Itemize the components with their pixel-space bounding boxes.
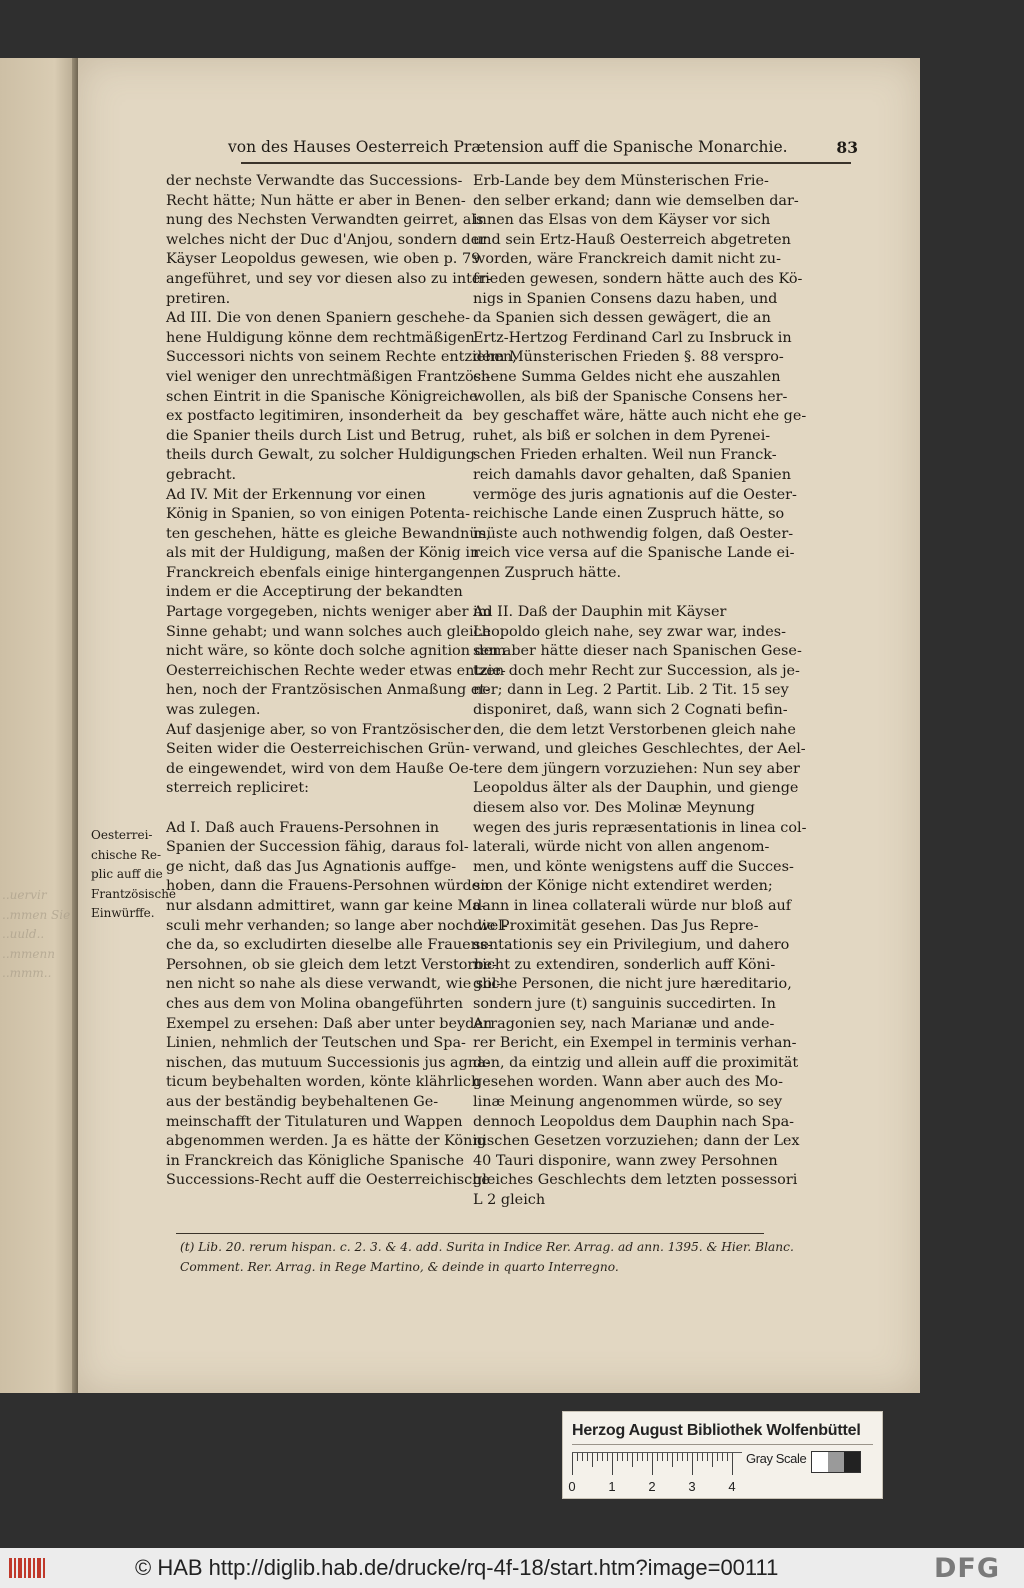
text-line: angeführet, und sey vor diesen also zu inter- (166, 270, 493, 287)
text-line: ex postfacto legitimiren, insonderheit da (166, 408, 463, 425)
text-line: L 2 gleich (473, 1191, 546, 1208)
text-line: Successori nichts von seinem Rechte entziehen, (166, 349, 517, 366)
text-line: nicht zu extendiren, sonderlich auff Köni- (473, 956, 776, 973)
text-line: meinschafft der Titulaturen und Wappen (166, 1113, 463, 1130)
text-line: reichische Lande einen Zuspruch hätte, so (473, 506, 785, 523)
ruler-tick (602, 1453, 603, 1461)
text-line: nung des Nechsten Verwandten geirret, als (166, 212, 484, 229)
text-line: ner; dann in Leg. 2 Partit. Lib. 2 Tit. 15 sey (473, 682, 789, 699)
text-line: sculi mehr verhanden; so lange aber noch wel- (166, 917, 508, 934)
text-line: hene Huldigung könne dem rechtmäßigen (166, 329, 475, 346)
text-line: dem Münsterischen Frieden §. 88 verspro- (473, 349, 784, 366)
text-line: che da, so excludirten dieselbe alle Frauens- (166, 937, 493, 954)
text-line: ticum beybehalten worden, könte klährlich (166, 1074, 481, 1091)
ruler-tick (607, 1453, 608, 1461)
ruler-tick (727, 1453, 728, 1461)
ruler-tick (637, 1453, 638, 1461)
text-line: chene Summa Geldes nicht ehe auszahlen (473, 368, 781, 385)
text-line: frieden gewesen, sondern hätte auch des Kö- (473, 270, 803, 287)
text-line: Recht hätte; Nun hätte er aber in Benen- (166, 192, 466, 209)
text-line: gliche Personen, die nicht jure hæreditario, (473, 976, 792, 993)
bleed-line: ..mmm.. (2, 966, 52, 981)
text-line: innen das Elsas von dem Käyser vor sich (473, 212, 771, 229)
text-line: Oesterreichischen Rechte weder etwas entzie- (166, 662, 506, 679)
margin-note-line: Oesterrei- (91, 828, 153, 842)
text-line: wegen des juris repræsentationis in linea col- (473, 819, 807, 836)
ruler-tick (597, 1453, 598, 1461)
text-line: 40 Tauri disponire, wann zwey Persohnen (473, 1152, 778, 1169)
ruler-tick (647, 1453, 648, 1461)
library-color-card (562, 1411, 883, 1499)
ruler-tick (707, 1453, 708, 1461)
ruler-tick (587, 1453, 588, 1461)
ruler-tick (582, 1453, 583, 1461)
left-page-bleed-text (2, 886, 72, 984)
text-line: rer Bericht, ein Exempel in terminis verhan- (473, 1035, 797, 1052)
left-text-column (166, 172, 517, 1191)
text-line: der nechste Verwandte das Successions- (166, 173, 463, 189)
page-number: 83 (836, 138, 858, 157)
text-line: sen aber hätte dieser nach Spanischen Gese- (473, 643, 802, 660)
card-separator (572, 1444, 873, 1445)
margin-note-line: plic auff die (91, 867, 163, 882)
text-line: nicht wäre, so könte doch solche agnition dem (166, 643, 506, 660)
ruler-tick (612, 1453, 613, 1475)
ruler-tick (642, 1453, 643, 1461)
text-line: Arragonien sey, nach Marianæ und ande- (473, 1015, 775, 1032)
text-line: sondern jure (t) sanguinis succedirten. In (473, 995, 776, 1012)
ruler-tick (697, 1453, 698, 1461)
hab-barcode-logo-icon (7, 1555, 47, 1581)
text-line: Ertz-Hertzog Ferdinand Carl zu Insbruck in (473, 329, 792, 346)
footnote-line: Comment. Rer. Arrag. in Rege Martino, & deinde in quarto Interregno. (180, 1259, 619, 1274)
margin-note (91, 828, 177, 926)
text-line (473, 583, 765, 603)
bleed-line: ..uervir (2, 888, 47, 902)
text-line: hen, noch der Frantzösischen Anmaßung et- (166, 682, 491, 699)
footnotes (180, 1238, 852, 1277)
text-line: nischen Gesetzen vorzuziehen; dann der Lex (473, 1133, 800, 1150)
text-line: und sein Ertz-Hauß Oesterreich abgetreten (473, 231, 791, 248)
text-line: Leopoldus älter als der Dauphin, und gienge (473, 780, 799, 797)
text-line: sion der Könige nicht extendiret werden; (473, 878, 773, 895)
text-line: Persohnen, ob sie gleich dem letzt Verstorbe- (166, 956, 497, 973)
text-line: theils durch Gewalt, zu solcher Huldigung (166, 447, 476, 464)
text-line: den, da eintzig und allein auff die proximität (473, 1054, 799, 1071)
text-line: Successions-Recht auff die Oesterreichische (166, 1172, 490, 1189)
text-line: nur alsdann admittiret, wann gar keine Ma- (166, 897, 486, 914)
bleed-line: ..mmen Sie (2, 907, 71, 922)
text-line: viel weniger den unrechtmäßigen Frantzösi- (166, 368, 491, 385)
running-head-title: von des Hauses Oesterreich Prætension auff die Spanische Monarchie. (228, 138, 788, 156)
text-line: nigs in Spanien Consens dazu haben, und (473, 290, 778, 307)
text-line: welches nicht der Duc d'Anjou, sondern der (166, 231, 487, 248)
text-line: pretiren. (166, 290, 231, 307)
text-line: Ad II. Daß der Dauphin mit Käyser (473, 604, 727, 621)
left-page-edge (0, 58, 78, 1393)
text-line: diesem also vor. Des Molinæ Meynung (473, 800, 755, 816)
text-line: Auf dasjenige aber, so von Frantzösischer (166, 721, 471, 738)
ruler-tick (652, 1453, 653, 1475)
text-line: linæ Meinung angenommen würde, so sey (473, 1093, 783, 1110)
text-line: Ad III. Die von denen Spaniern geschehe- (166, 310, 470, 327)
ruler-number: 2 (648, 1479, 656, 1494)
ruler-number: 4 (728, 1479, 736, 1494)
ruler-tick (732, 1453, 733, 1475)
text-line: als mit der Huldigung, maßen der König in (166, 545, 480, 562)
text-line: ge nicht, daß das Jus Agnationis auffge- (166, 858, 457, 875)
ruler-tick (677, 1453, 678, 1461)
library-name: Herzog August Bibliothek Wolfenbüttel (572, 1422, 861, 1439)
text-line: den, die dem letzt Verstorbenen gleich nahe (473, 721, 796, 738)
margin-note-line: Einwürffe. (91, 906, 155, 921)
text-line: Erb-Lande bey dem Münsterischen Frie- (473, 173, 769, 189)
text-line: tzen doch mehr Recht zur Succession, als je- (473, 662, 800, 679)
bleed-line: ..uuld.. (2, 927, 45, 942)
text-line: Sinne gehabt; und wann solches auch gleich (166, 623, 491, 640)
book-page (78, 58, 920, 1393)
text-line: Leopoldo gleich nahe, sey zwar war, indes- (473, 623, 787, 640)
text-line: Ad I. Daß auch Frauens-Persohnen in (166, 819, 440, 836)
ruler-tick (682, 1453, 683, 1461)
text-line: vermöge des juris agnationis auf die Oester- (473, 486, 797, 503)
text-line: abgenommen werden. Ja es hätte der König (166, 1133, 487, 1150)
text-line: wollen, als biß der Spanische Consens her- (473, 388, 788, 405)
text-line: ches aus dem von Molina obangeführten (166, 995, 463, 1012)
text-line (166, 799, 458, 819)
ruler-tick (712, 1453, 713, 1467)
text-line: schen Eintrit in die Spanische Königreiche (166, 388, 478, 405)
text-line: schen Frieden erhalten. Weil nun Franck- (473, 447, 777, 464)
text-line: in Franckreich das Königliche Spanische (166, 1152, 465, 1169)
ruler-tick (577, 1453, 578, 1461)
ruler-number: 1 (608, 1479, 616, 1494)
gray-swatch (828, 1452, 844, 1472)
ruler-tick (627, 1453, 628, 1461)
margin-note-line: Frantzösische (91, 886, 177, 901)
text-line: de eingewendet, wird von dem Hauße Oe- (166, 760, 474, 777)
text-line: gesehen worden. Wann aber auch des Mo- (473, 1074, 783, 1091)
ruler-tick (692, 1453, 693, 1475)
text-line: sterreich repliciret: (166, 780, 309, 797)
ruler-tick (717, 1453, 718, 1461)
text-line: müste auch nothwendig folgen, daß Oester- (473, 525, 794, 542)
ruler-tick (632, 1453, 633, 1467)
text-line: bey geschaffet wäre, hätte auch nicht ehe ge- (473, 408, 807, 425)
text-line: nischen, das mutuum Successionis jus agna- (166, 1054, 491, 1071)
ruler-tick (592, 1453, 593, 1467)
right-text-column (473, 172, 807, 1210)
ruler-tick (702, 1453, 703, 1461)
text-line: Ad IV. Mit der Erkennung vor einen (166, 486, 426, 503)
text-line: die Spanier theils durch List und Betrug, (166, 427, 466, 444)
gray-swatch (812, 1452, 828, 1472)
footnote-line: (t) Lib. 20. rerum hispan. c. 2. 3. & 4. add. Surita in Indice Rer. Arrag. ad ann. 1395. & Hier. Blanc. (180, 1240, 794, 1254)
text-line: sentationis sey ein Privilegium, und dahero (473, 937, 790, 954)
text-line: reich vice versa auf die Spanische Lande ei- (473, 545, 795, 562)
dfg-logo: DFG (934, 1553, 1001, 1584)
source-url-link[interactable]: © HAB http://diglib.hab.de/drucke/rq-4f-18/start.htm?image=00111 (135, 1555, 779, 1580)
footnote-rule (176, 1233, 764, 1234)
scale-ruler (568, 1452, 742, 1494)
ruler-tick (722, 1453, 723, 1461)
grayscale-label: Gray Scale (746, 1451, 807, 1466)
text-line: hoben, dann die Frauens-Persohnen würden (166, 878, 490, 895)
ruler-tick (617, 1453, 618, 1461)
ruler-tick (572, 1453, 573, 1475)
text-line: Partage vorgegeben, nichts weniger aber im (166, 604, 492, 621)
margin-note-line: chische Re- (91, 847, 162, 862)
ruler-tick (672, 1453, 673, 1467)
text-line: Seiten wider die Oesterreichischen Grün- (166, 741, 470, 758)
grayscale-swatches (811, 1451, 861, 1473)
text-line: König in Spanien, so von einigen Potenta- (166, 506, 470, 523)
text-line: indem er die Acceptirung der bekandten (166, 584, 463, 601)
ruler-number: 0 (568, 1479, 576, 1494)
text-line: aus der beständig beybehaltenen Ge- (166, 1093, 439, 1110)
text-line: nen Zuspruch hätte. (473, 564, 622, 581)
text-line: ten geschehen, hätte es gleiche Bewandnüs, (166, 525, 491, 542)
text-line: den selber erkand; dann wie demselben dar- (473, 192, 799, 209)
bleed-line: ..mmenn (2, 946, 55, 961)
footer-bar (0, 1548, 1024, 1588)
ruler-tick (662, 1453, 663, 1461)
header-rule (241, 162, 851, 164)
text-line: gleiches Geschlechts dem letzten possessori (473, 1172, 798, 1189)
text-line: Franckreich ebenfals einige hintergangen, (166, 564, 478, 581)
ruler-number: 3 (688, 1479, 696, 1494)
text-line: was zulegen. (166, 702, 261, 719)
text-line: Linien, nehmlich der Teutschen und Spa- (166, 1035, 466, 1052)
text-line: gebracht. (166, 466, 237, 483)
text-line: Spanien der Succession fähig, daraus fol- (166, 839, 469, 856)
text-line: Käyser Leopoldus gewesen, wie oben p. 79 (166, 251, 481, 268)
ruler-tick (667, 1453, 668, 1461)
text-line: dann in linea collaterali würde nur bloß auf (473, 897, 792, 914)
ruler-tick (687, 1453, 688, 1461)
text-line: worden, wäre Franckreich damit nicht zu- (473, 251, 781, 268)
text-line: laterali, würde nicht von allen angenom- (473, 839, 770, 856)
text-line: ruhet, als biß er solchen in dem Pyrenei- (473, 427, 771, 444)
ruler-tick (657, 1453, 658, 1461)
text-line: da Spanien sich dessen gewägert, die an (473, 310, 771, 327)
running-head (228, 138, 858, 162)
text-line: dennoch Leopoldus dem Dauphin nach Spa- (473, 1113, 795, 1130)
text-line: disponiret, daß, wann sich 2 Cognati befin- (473, 702, 788, 719)
text-line: nen nicht so nahe als diese verwandt, wie sol- (166, 976, 502, 993)
ruler-tick (622, 1453, 623, 1461)
text-line: die Proximität gesehen. Das Jus Repre- (473, 917, 759, 934)
text-line: Exempel zu ersehen: Daß aber unter beyden (166, 1015, 493, 1032)
text-line: tere dem jüngern vorzuziehen: Nun sey aber (473, 760, 800, 777)
gray-swatch (844, 1452, 860, 1472)
text-line: reich damahls davor gehalten, daß Spanien (473, 466, 791, 483)
text-line: men, und könte wenigstens auff die Succes- (473, 858, 794, 875)
text-line: verwand, und gleiches Geschlechtes, der Ael- (473, 741, 806, 758)
